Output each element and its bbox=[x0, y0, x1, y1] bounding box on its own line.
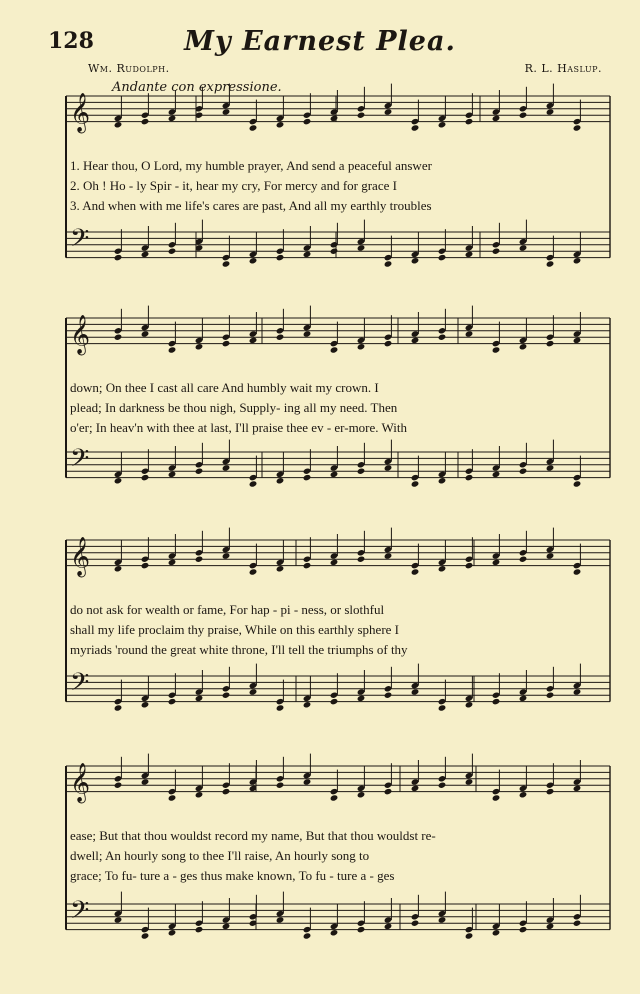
note-head bbox=[222, 260, 231, 267]
note-head bbox=[276, 254, 285, 261]
note-head bbox=[276, 334, 285, 341]
note-head bbox=[141, 562, 150, 569]
lyric-line: ease; But that thou wouldst record my name, But that thou wouldst re- bbox=[70, 828, 436, 843]
note-head bbox=[276, 916, 285, 923]
note-head bbox=[357, 244, 366, 251]
bass-clef-icon: 𝄢 bbox=[70, 668, 90, 704]
note-head bbox=[519, 468, 528, 475]
note-head bbox=[168, 929, 177, 936]
note-head bbox=[222, 108, 231, 115]
lyric-line: shall my life proclaim thy praise, While on this earthly sphere I bbox=[70, 622, 400, 637]
lyricist-credit: Wm. Rudolph. bbox=[88, 62, 170, 75]
note-head bbox=[384, 464, 393, 471]
note-head bbox=[303, 562, 312, 569]
note-head bbox=[195, 556, 204, 563]
note-head bbox=[411, 480, 420, 487]
note-head bbox=[276, 121, 285, 128]
note-head bbox=[249, 688, 258, 695]
bass-clef-icon: 𝄢 bbox=[70, 224, 90, 260]
note-head bbox=[492, 115, 501, 122]
note-head bbox=[438, 704, 447, 711]
lyric-line: o'er; In heav'n with thee at last, I'll praise thee ev - er-more. With bbox=[70, 420, 408, 435]
note-head bbox=[465, 330, 474, 337]
note-head bbox=[114, 334, 123, 341]
note-head bbox=[249, 337, 258, 344]
note-head bbox=[546, 108, 555, 115]
note-head bbox=[168, 794, 177, 801]
note-head bbox=[141, 932, 150, 939]
note-head bbox=[141, 118, 150, 125]
note-head bbox=[303, 118, 312, 125]
lyric-line: myriads 'round the great white throne, I'll tell the triumphs of thy bbox=[70, 642, 408, 657]
note-head bbox=[519, 244, 528, 251]
lyric-line: dwell; An hourly song to thee I'll raise, An hourly song to bbox=[70, 848, 370, 863]
bass-clef-icon: 𝄢 bbox=[70, 896, 90, 932]
note-head bbox=[411, 920, 420, 927]
note-head bbox=[357, 343, 366, 350]
note-head bbox=[141, 701, 150, 708]
note-head bbox=[249, 124, 258, 131]
note-head bbox=[330, 471, 339, 478]
lyric-line: down; On thee I cast all care And humbly wait my crown. I bbox=[70, 380, 379, 395]
note-head bbox=[384, 340, 393, 347]
note-head bbox=[222, 552, 231, 559]
note-head bbox=[330, 248, 339, 255]
note-head bbox=[303, 701, 312, 708]
note-head bbox=[411, 257, 420, 264]
note-head bbox=[330, 115, 339, 122]
note-head bbox=[573, 688, 582, 695]
note-head bbox=[141, 330, 150, 337]
note-head bbox=[438, 254, 447, 261]
note-head bbox=[573, 568, 582, 575]
hymn-title: My Earnest Plea. bbox=[184, 26, 456, 57]
lyric-line: grace; To fu- ture a - ges thus make known, To fu - ture a - ges bbox=[70, 868, 395, 883]
note-head bbox=[519, 556, 528, 563]
note-head bbox=[195, 695, 204, 702]
note-head bbox=[168, 115, 177, 122]
note-head bbox=[573, 785, 582, 792]
note-head bbox=[357, 695, 366, 702]
lyric-line: plead; In darkness be thou nigh, Supply- ing all my need. Then bbox=[70, 400, 398, 415]
note-head bbox=[384, 923, 393, 930]
note-head bbox=[546, 692, 555, 699]
note-head bbox=[438, 477, 447, 484]
note-head bbox=[384, 552, 393, 559]
note-head bbox=[276, 704, 285, 711]
note-head bbox=[492, 471, 501, 478]
note-head bbox=[276, 565, 285, 572]
note-head bbox=[330, 794, 339, 801]
note-head bbox=[519, 112, 528, 119]
lyric-line: 3. And when with me life's cares are past, And all my earthly troubles bbox=[70, 198, 432, 213]
note-head bbox=[114, 916, 123, 923]
page-number: 128 bbox=[48, 28, 94, 54]
note-head bbox=[141, 778, 150, 785]
note-head bbox=[438, 782, 447, 789]
note-head bbox=[195, 343, 204, 350]
note-head bbox=[492, 794, 501, 801]
note-head bbox=[546, 788, 555, 795]
note-head bbox=[276, 782, 285, 789]
note-head bbox=[303, 778, 312, 785]
note-head bbox=[222, 923, 231, 930]
note-head bbox=[195, 926, 204, 933]
note-head bbox=[357, 556, 366, 563]
note-head bbox=[114, 565, 123, 572]
note-head bbox=[330, 698, 339, 705]
note-head bbox=[411, 568, 420, 575]
note-head bbox=[357, 468, 366, 475]
note-head bbox=[438, 121, 447, 128]
note-head bbox=[357, 112, 366, 119]
note-head bbox=[168, 698, 177, 705]
note-head bbox=[168, 346, 177, 353]
note-head bbox=[303, 932, 312, 939]
note-head bbox=[303, 251, 312, 258]
note-head bbox=[114, 121, 123, 128]
note-head bbox=[168, 248, 177, 255]
treble-clef-icon: 𝄞 bbox=[70, 92, 91, 133]
note-head bbox=[222, 788, 231, 795]
note-head bbox=[492, 248, 501, 255]
note-head bbox=[222, 340, 231, 347]
treble-clef-icon: 𝄞 bbox=[70, 314, 91, 355]
note-head bbox=[573, 480, 582, 487]
note-head bbox=[357, 926, 366, 933]
note-head bbox=[546, 464, 555, 471]
note-head bbox=[519, 791, 528, 798]
note-head bbox=[141, 474, 150, 481]
note-head bbox=[519, 926, 528, 933]
treble-clef-icon: 𝄞 bbox=[70, 762, 91, 803]
note-head bbox=[411, 688, 420, 695]
note-head bbox=[168, 471, 177, 478]
lyric-line: 1. Hear thou, O Lord, my humble prayer, And send a peaceful answer bbox=[70, 158, 432, 173]
note-head bbox=[573, 124, 582, 131]
note-head bbox=[276, 477, 285, 484]
note-head bbox=[465, 474, 474, 481]
note-head bbox=[519, 695, 528, 702]
note-head bbox=[195, 468, 204, 475]
note-head bbox=[546, 552, 555, 559]
note-head bbox=[384, 260, 393, 267]
note-head bbox=[492, 698, 501, 705]
note-head bbox=[573, 337, 582, 344]
tempo-marking: Andante con expressione. bbox=[112, 80, 282, 95]
note-head bbox=[438, 565, 447, 572]
note-head bbox=[114, 477, 123, 484]
note-head bbox=[249, 257, 258, 264]
note-head bbox=[465, 118, 474, 125]
note-head bbox=[114, 704, 123, 711]
bass-clef-icon: 𝄢 bbox=[70, 444, 90, 480]
note-head bbox=[492, 929, 501, 936]
note-head bbox=[573, 920, 582, 927]
note-head bbox=[222, 464, 231, 471]
note-head bbox=[384, 108, 393, 115]
treble-clef-icon: 𝄞 bbox=[70, 536, 91, 577]
note-head bbox=[465, 251, 474, 258]
lyric-line: do not ask for wealth or fame, For hap - pi - ness, or slothful bbox=[70, 602, 385, 617]
note-head bbox=[222, 692, 231, 699]
note-head bbox=[411, 124, 420, 131]
note-head bbox=[546, 923, 555, 930]
note-head bbox=[357, 791, 366, 798]
note-head bbox=[411, 337, 420, 344]
note-head bbox=[573, 257, 582, 264]
note-head bbox=[303, 330, 312, 337]
note-head bbox=[384, 788, 393, 795]
note-head bbox=[330, 559, 339, 566]
note-head bbox=[384, 692, 393, 699]
note-head bbox=[546, 340, 555, 347]
note-head bbox=[438, 334, 447, 341]
note-head bbox=[465, 778, 474, 785]
note-head bbox=[195, 791, 204, 798]
note-head bbox=[330, 346, 339, 353]
note-head bbox=[114, 782, 123, 789]
note-head bbox=[249, 480, 258, 487]
lyric-line: 2. Oh ! Ho - ly Spir - it, hear my cry, For mercy and for grace I bbox=[70, 178, 397, 193]
note-head bbox=[546, 260, 555, 267]
note-head bbox=[303, 474, 312, 481]
note-head bbox=[465, 932, 474, 939]
note-head bbox=[249, 568, 258, 575]
note-head bbox=[438, 916, 447, 923]
note-head bbox=[141, 251, 150, 258]
note-head bbox=[411, 785, 420, 792]
note-head bbox=[168, 559, 177, 566]
note-head bbox=[519, 343, 528, 350]
note-head bbox=[330, 929, 339, 936]
note-head bbox=[465, 701, 474, 708]
composer-credit: R. L. Haslup. bbox=[524, 62, 602, 75]
note-head bbox=[492, 346, 501, 353]
note-head bbox=[492, 559, 501, 566]
note-head bbox=[114, 254, 123, 261]
note-head bbox=[465, 562, 474, 569]
